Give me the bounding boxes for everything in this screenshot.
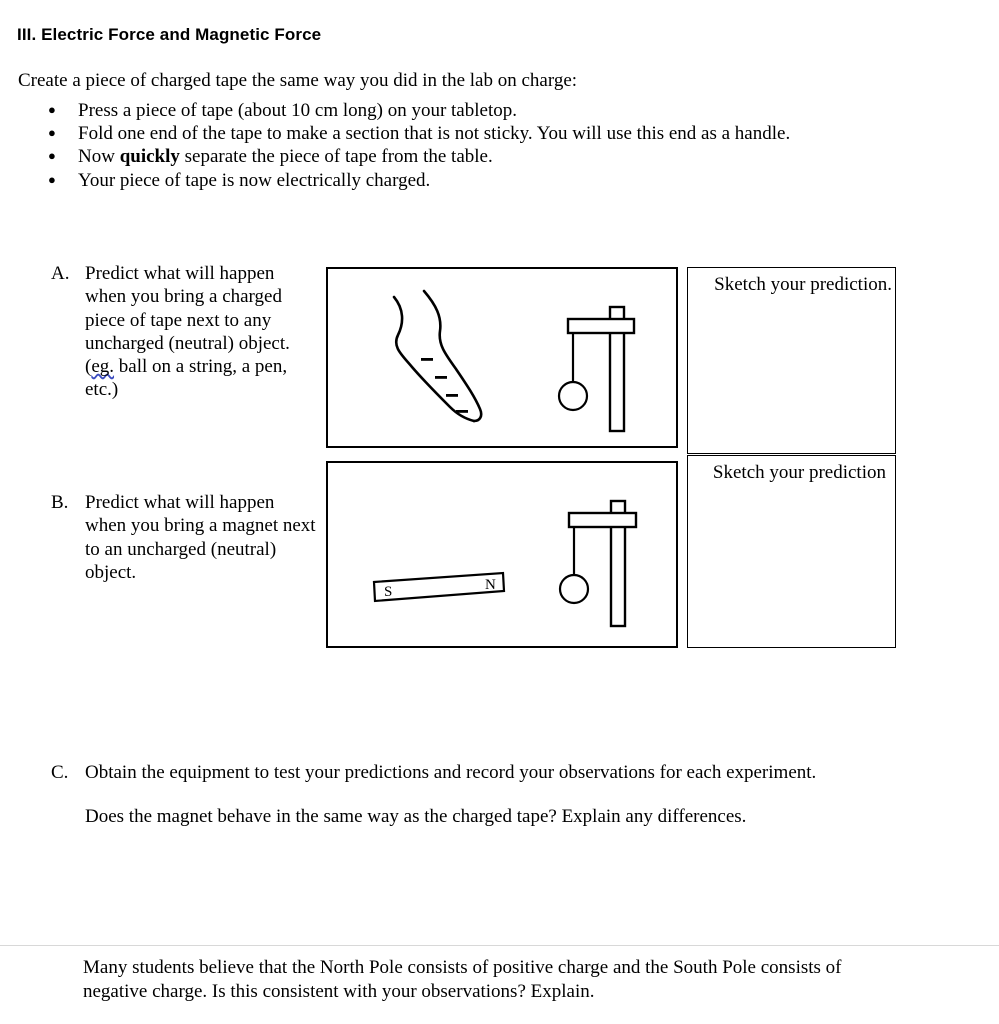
question-a-text (85, 262, 317, 402)
question-a-text-part1: Predict what will happen when you bring a charged piece of tape next to any uncharged (neutral) object. ( (85, 263, 290, 378)
magnet-diagram-svg (328, 463, 676, 646)
pendulum-ball (559, 382, 587, 410)
question-b-text: Predict what will happen when you bring a magnet next to an uncharged (neutral) object. (85, 492, 316, 583)
intro-text: Create a piece of charged tape the same way you did in the lab on charge: (18, 70, 578, 91)
ring-stand (560, 501, 636, 626)
charge-symbol-minus (456, 410, 468, 413)
charge-symbol-minus (446, 394, 458, 397)
question-a-letter: A. (51, 263, 70, 284)
spellcheck-error-word: eg. (91, 356, 115, 378)
page-divider (0, 945, 999, 946)
footer-line-1: Many students believe that the North Pole consists of positive charge and the South Pole consists of (83, 957, 842, 978)
list-item (40, 99, 790, 122)
tape-edge-left (394, 297, 474, 421)
footer-paragraph (83, 956, 883, 1004)
list-item-text: Press a piece of tape (about 10 cm long) on your tabletop. (78, 100, 517, 121)
question-c-text: Obtain the equipment to test your predictions and record your observations for each experiment. (85, 762, 817, 783)
list-item-text-before: Now (78, 146, 120, 168)
pendulum-ball (560, 575, 588, 603)
question-c (51, 761, 931, 784)
charged-tape-diagram-svg (328, 269, 676, 446)
sketch-area-b[interactable] (687, 455, 896, 648)
list-item (40, 169, 790, 192)
page-title: III. Electric Force and Magnetic Force (17, 25, 322, 44)
magnet-south-label: S (384, 584, 393, 600)
question-c-letter: C. (51, 762, 69, 783)
question-a (51, 262, 321, 402)
instruction-list (40, 99, 790, 192)
ring-stand (559, 307, 634, 431)
bar-magnet (374, 573, 504, 601)
question-b-letter: B. (51, 492, 69, 513)
sketch-area-a-label: Sketch your prediction. (714, 274, 892, 295)
sketch-area-a[interactable] (687, 267, 896, 454)
charge-symbol-minus (421, 358, 433, 361)
list-item (40, 145, 790, 168)
magnet-north-label: N (485, 577, 496, 593)
footer-line-2: negative charge. Is this consistent with your observations? Explain. (83, 981, 595, 1002)
diagram-charged-tape-and-stand (326, 267, 678, 448)
stand-horizontal-arm (568, 319, 634, 333)
tape-edge-right (424, 291, 481, 421)
question-a-text-part2: ball on a string, a pen, etc.) (85, 356, 288, 401)
list-item-text: Fold one end of the tape to make a section that is not sticky. You will use this end as a handle. (78, 123, 791, 145)
charge-symbol-minus (435, 376, 447, 379)
list-item (40, 122, 790, 145)
list-item-text-after: separate the piece of tape from the table. (179, 146, 493, 168)
list-item-text: Your piece of tape is now electrically charged. (78, 169, 431, 191)
diagram-magnet-and-stand (326, 461, 678, 648)
stand-horizontal-arm (569, 513, 636, 527)
sketch-area-b-label: Sketch your prediction (712, 462, 886, 483)
question-c-followup: Does the magnet behave in the same way as the charged tape? Explain any differences. (85, 806, 747, 827)
question-b (51, 491, 321, 584)
list-item-emphasis: quickly (119, 146, 180, 168)
